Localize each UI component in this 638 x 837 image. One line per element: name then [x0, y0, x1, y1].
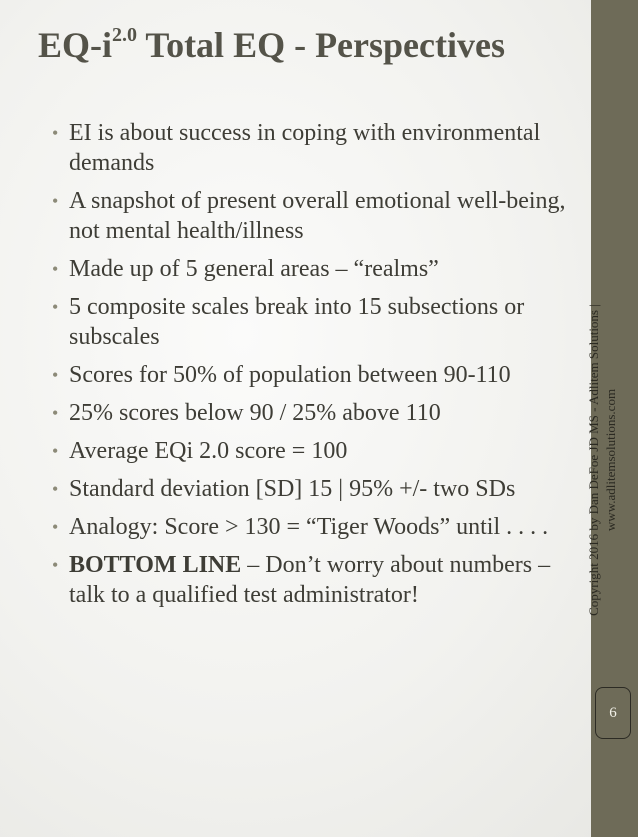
bullet-item: [52, 254, 572, 284]
bullet-dot-icon: •: [52, 259, 59, 279]
bullet-item: [52, 118, 572, 178]
bullet-text: Analogy: Score > 130 = “Tiger Woods” until . . . .: [69, 514, 549, 540]
bullet-dot-icon: •: [52, 441, 59, 461]
copyright-line-2: www.adlitemsolutions.com: [603, 388, 618, 532]
bullet-text: – Don’t worry about numbers – talk to a qualified test administrator!: [69, 552, 551, 608]
bullet-dot-icon: •: [52, 365, 59, 385]
bullet-item: [52, 398, 572, 428]
bullet-text: 25% scores below 90 / 25% above 110: [69, 400, 441, 426]
bullet-dot-icon: •: [52, 403, 59, 423]
bullet-item-bottom-line: [52, 550, 572, 610]
title-superscript: 2.0: [112, 24, 138, 46]
bullet-item: [52, 360, 572, 390]
bullet-item: [52, 512, 572, 542]
bullet-text: 5 composite scales break into 15 subsections or subscales: [69, 294, 525, 350]
bullet-text: Standard deviation [SD] 15 | 95% +/- two SDs: [69, 476, 516, 502]
bullet-bold-text: BOTTOM LINE: [69, 552, 242, 578]
title-text-rest: Total EQ - Perspectives: [137, 25, 505, 65]
bullet-list: [52, 118, 572, 618]
bullet-dot-icon: •: [52, 479, 59, 499]
bullet-text: A snapshot of present overall emotional well-being, not mental health/illness: [69, 188, 566, 244]
bullet-dot-icon: •: [52, 555, 59, 575]
bullet-text: Made up of 5 general areas – “realms”: [69, 256, 439, 282]
page-number: 6: [595, 687, 631, 739]
bullet-dot-icon: •: [52, 123, 59, 143]
bullet-text: Scores for 50% of population between 90-110: [69, 362, 511, 388]
bullet-dot-icon: •: [52, 297, 59, 317]
copyright-line-1: Copyright 2016 by Dan DeFoe JD MS - Adlitem Solutions |: [586, 304, 601, 616]
title-text-main: EQ-i: [38, 25, 113, 65]
bullet-dot-icon: •: [52, 517, 59, 537]
bullet-dot-icon: •: [52, 191, 59, 211]
bullet-text: Average EQi 2.0 score = 100: [69, 438, 348, 464]
bullet-item: [52, 474, 572, 504]
bullet-item: [52, 292, 572, 352]
slide-title: [38, 22, 568, 74]
bullet-item: [52, 186, 572, 246]
bullet-text: EI is about success in coping with environmental demands: [69, 120, 541, 176]
copyright-notice: [585, 300, 625, 620]
bullet-item: [52, 436, 572, 466]
